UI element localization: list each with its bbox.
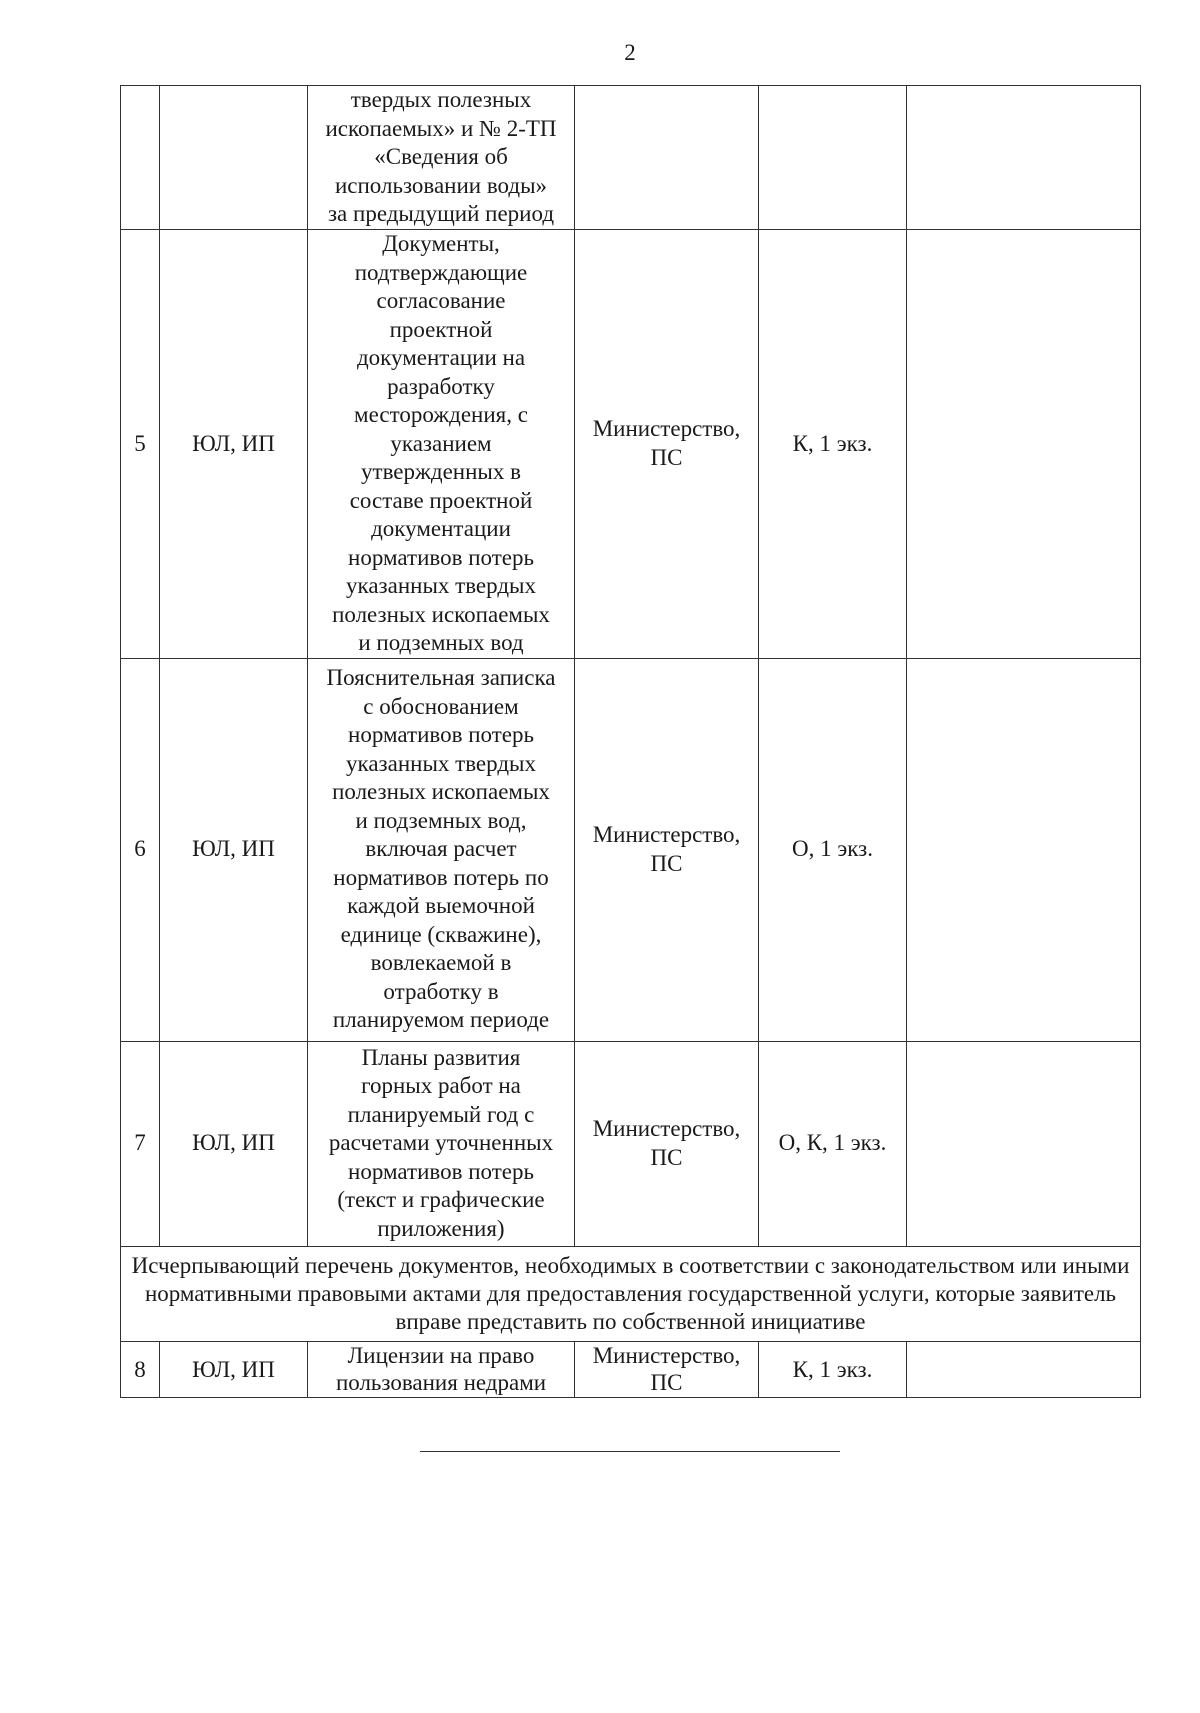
applicant-cell: ЮЛ, ИП (160, 658, 308, 1041)
row-number-cell: 6 (121, 658, 160, 1041)
form-cell (759, 86, 907, 230)
document-cell: Пояснительная записка с обоснованием нормативов потерь указанных твердых полезных ископаемых и подземных вод, включая расчет нормативов потерь по каждой выемочной единице (скважине), вовлекаемой в отработку в планируемом периоде (308, 658, 575, 1041)
section-heading: Исчерпывающий перечень документов, необходимых в соответствии с законодательством или иными нормативными правовыми актами для предоставления государственной услуги, которые заявитель вправе представить по собственной инициативе (121, 1246, 1141, 1341)
row-number-cell: 8 (121, 1341, 160, 1397)
form-cell: К, 1 экз. (759, 1341, 907, 1397)
note-cell (907, 658, 1141, 1041)
recipient-cell: Министерство, ПС (575, 230, 759, 659)
document-cell: Лицензии на право пользования недрами (308, 1341, 575, 1397)
table-row (121, 86, 1141, 230)
document-cell: Документы, подтверждающие согласование проектной документации на разработку месторождения, с указанием утвержденных в составе проектной документации нормативов потерь указанных твердых полезных ископаемых и подземных вод (308, 230, 575, 659)
table-row (121, 1041, 1141, 1246)
recipient-cell: Министерство, ПС (575, 1341, 759, 1397)
form-cell: О, 1 экз. (759, 658, 907, 1041)
table-row (121, 230, 1141, 659)
applicant-cell: ЮЛ, ИП (160, 1041, 308, 1246)
applicant-cell: ЮЛ, ИП (160, 230, 308, 659)
row-number-cell (121, 86, 160, 230)
document-cell: твердых полезных ископаемых» и № 2-ТП «Сведения об использовании воды» за предыдущий период (308, 86, 575, 230)
document-cell: Планы развития горных работ на планируемый год с расчетами уточненных нормативов потерь (текст и графические приложения) (308, 1041, 575, 1246)
note-cell (907, 230, 1141, 659)
note-cell (907, 86, 1141, 230)
row-number-cell: 5 (121, 230, 160, 659)
page-number: 2 (624, 40, 636, 65)
note-cell (907, 1341, 1141, 1397)
note-cell (907, 1041, 1141, 1246)
form-cell: О, К, 1 экз. (759, 1041, 907, 1246)
end-separator-line (420, 1451, 840, 1452)
recipient-cell (575, 86, 759, 230)
row-number-cell: 7 (121, 1041, 160, 1246)
recipient-cell: Министерство, ПС (575, 658, 759, 1041)
applicant-cell: ЮЛ, ИП (160, 1341, 308, 1397)
table-row (121, 1341, 1141, 1397)
section-heading-row (121, 1246, 1141, 1341)
documents-table (120, 85, 1141, 1398)
recipient-cell: Министерство, ПС (575, 1041, 759, 1246)
form-cell: К, 1 экз. (759, 230, 907, 659)
applicant-cell (160, 86, 308, 230)
table-row (121, 658, 1141, 1041)
